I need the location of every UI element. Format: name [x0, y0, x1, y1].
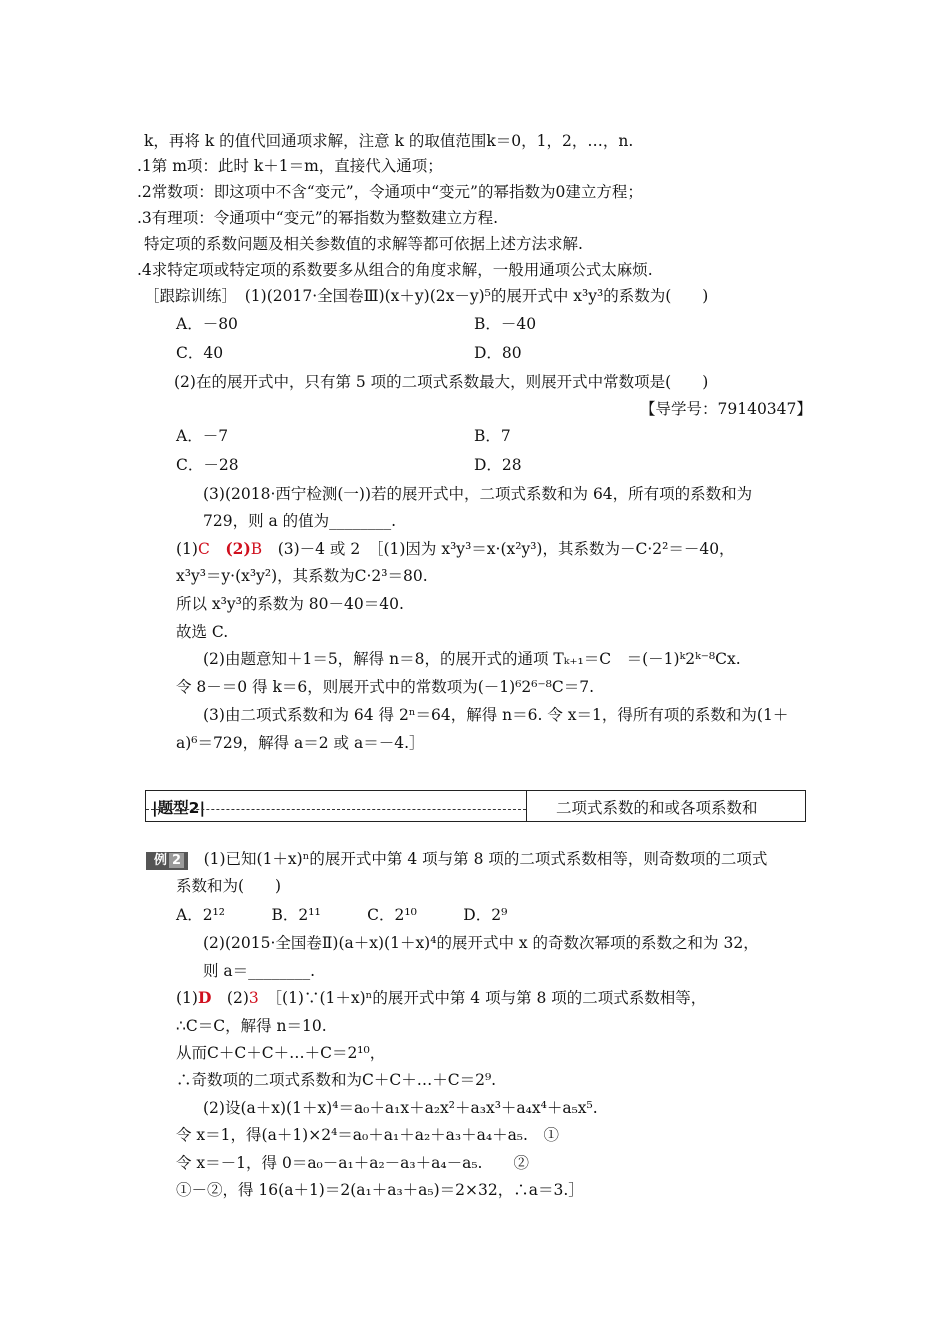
text-line: D．80 — [474, 344, 522, 362]
text-line: x³y³＝y·(x³y²)，其系数为C·2³＝80. — [176, 567, 428, 585]
text-line: (3)由二项式系数和为 64 得 2ⁿ＝64，解得 n＝6. 令 x＝1，得所有项的系数和为(1＋ — [203, 706, 789, 724]
text-line: 令 8－＝0 得 k＝6，则展开式中的常数项为(－1)⁶2⁶⁻⁸C＝7. — [176, 678, 595, 696]
answer-part-label: (1) — [176, 540, 198, 558]
text-line: 从而C＋C＋C＋…＋C＝2¹⁰， — [176, 1044, 386, 1062]
text-line: a)⁶＝729，解得 a＝2 或 a＝－4.］ — [176, 734, 425, 752]
answer-choice: B — [250, 540, 263, 558]
text-line: ［跟踪训练］ (1)(2017·全国卷Ⅲ)(x＋y)(2x－y)⁵的展开式中 x³y³的系数为( ) — [144, 287, 709, 305]
text-line: .3有理项：令通项中“变元”的幂指数为整数建立方程. — [137, 209, 499, 227]
text-line: 729，则 a 的值为________. — [203, 512, 397, 530]
text-line: B．－40 — [474, 315, 537, 333]
example-line — [146, 849, 767, 870]
text-line: A．2¹² B．2¹¹ C．2¹⁰ D．2⁹ — [176, 906, 508, 924]
text-line: .4求特定项或特定项的系数要多从组合的角度求解，一般用通项公式太麻烦. — [137, 261, 653, 279]
answer-text: (3)－4 或 2 ［(1)因为 x³y³＝x·(x²y³)，其系数为－C·2²＝－40， — [262, 540, 735, 558]
answer-choice: D — [197, 988, 212, 1007]
answer-part-label: (1) — [176, 989, 198, 1007]
text-line: C．40 — [176, 344, 224, 362]
text-line: ①－②，得 16(a＋1)＝2(a₁＋a₃＋a₅)＝2×32，∴a＝3.］ — [176, 1181, 584, 1199]
text-line: C．－28 — [176, 456, 239, 474]
text-line: B．7 — [474, 427, 511, 445]
text-line: ∴奇数项的二项式系数和为C＋C＋…＋C＝2⁹. — [176, 1071, 497, 1089]
text-line: .2常数项：即这项中不含“变元”，令通项中“变元”的幂指数为0建立方程； — [137, 183, 643, 201]
answer-line-1 — [176, 539, 735, 559]
answer-text: ［(1)∵(1＋x)ⁿ的展开式中第 4 项与第 8 项的二项式系数相等， — [258, 989, 707, 1007]
text-line: (2)由题意知＋1＝5，解得 n＝8，的展开式的通项 Tₖ₊₁＝C ＝(－1)ᵏ2ᵏ⁻⁸Cx. — [203, 650, 741, 668]
text-line: A．－80 — [176, 315, 238, 333]
text-line: A．－7 — [176, 427, 229, 445]
text-line: (2)在的展开式中，只有第 5 项的二项式系数最大，则展开式中常数项是( ) — [174, 373, 709, 391]
answer-line-2 — [176, 988, 706, 1008]
text-line: 令 x＝1，得(a＋1)×2⁴＝a₀＋a₁＋a₂＋a₃＋a₄＋a₅. ① — [176, 1126, 559, 1144]
text-line: k，再将 k 的值代回通项求解，注意 k 的取值范围k＝0，1，2，…，n. — [144, 132, 634, 150]
section-header — [145, 790, 806, 822]
divider — [146, 809, 526, 810]
text-line: .1第 m项：此时 k＋1＝m，直接代入通项； — [137, 157, 443, 175]
answer-part-label: (2) — [211, 989, 249, 1007]
answer-choice: 3 — [248, 989, 259, 1007]
text-line: (3)(2018·西宁检测(一))若的展开式中，二项式系数和为 64，所有项的系数和为 — [203, 485, 753, 503]
section-header-left — [146, 791, 526, 821]
example-text: (1)已知(1＋x)ⁿ的展开式中第 4 项与第 8 项的二项式系数相等，则奇数项的二项式 — [188, 850, 768, 868]
text-line: 故选 C. — [176, 623, 229, 641]
section-title: 二项式系数的和或各项系数和 — [556, 799, 758, 817]
text-line: ∴C＝C，解得 n＝10. — [176, 1017, 327, 1035]
text-line: (2)(2015·全国卷Ⅱ)(a＋x)(1＋x)⁴的展开式中 x 的奇数次幂项的系数之和为 32， — [203, 934, 759, 952]
text-line: 【导学号：79140347】 — [640, 400, 812, 418]
text-line: 所以 x³y³的系数为 80－40＝40. — [176, 595, 404, 613]
section-label: |题型2| — [152, 799, 206, 817]
text-line: 则 a＝________. — [203, 962, 316, 980]
divider — [526, 791, 527, 821]
text-line: (2)设(a＋x)(1＋x)⁴＝a₀＋a₁x＋a₂x²＋a₃x³＋a₄x⁴＋a₅x⁵. — [203, 1099, 598, 1117]
example-badge: 例 2 — [146, 852, 188, 870]
answer-part-label: (2) — [209, 539, 251, 558]
answer-choice: C — [197, 540, 210, 558]
text-line: D．28 — [474, 456, 522, 474]
text-line: 特定项的系数问题及相关参数值的求解等都可依据上述方法求解. — [144, 235, 583, 253]
text-line: 令 x＝－1，得 0＝a₀－a₁＋a₂－a₃＋a₄－a₅. ② — [176, 1154, 529, 1172]
text-line: 系数和为( ) — [176, 877, 282, 895]
